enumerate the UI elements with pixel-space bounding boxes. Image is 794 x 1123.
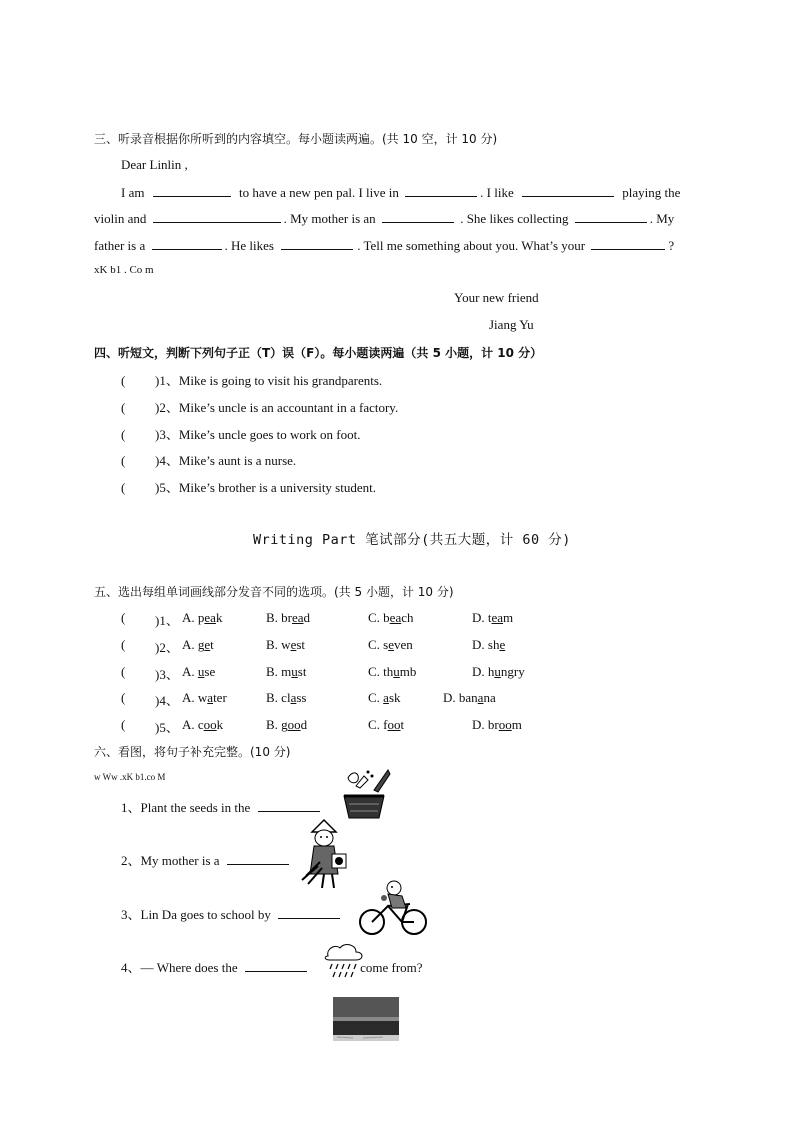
option-c: C. foot xyxy=(368,717,405,732)
option-c: C. seven xyxy=(368,637,413,652)
underlined-letters: u xyxy=(494,664,501,679)
blank-s6-2[interactable] xyxy=(227,852,289,865)
question-number: )2、 xyxy=(155,640,179,655)
underlined-letters: e xyxy=(290,637,297,652)
letter-signature: Jiang Yu xyxy=(489,317,534,332)
question-number: )4、 xyxy=(155,693,179,708)
underlined-letters: a xyxy=(383,690,389,705)
tf-item: ( )1、Mike is going to visit his grandparents. xyxy=(121,373,383,388)
answer-paren[interactable]: ( xyxy=(121,717,126,732)
blank-s6-4[interactable] xyxy=(245,959,307,972)
blank-8[interactable] xyxy=(281,237,353,250)
letter-greeting: Dear Linlin , xyxy=(121,157,188,172)
watermark-text: xK b1 . Co m xyxy=(94,264,154,276)
section5-heading: 五、选出每组单词画线部分发音不同的选项。(共 5 小题，计 10 分) xyxy=(94,585,454,599)
blank-s6-3[interactable] xyxy=(278,906,340,919)
picture-sentence-1: 1、Plant the seeds in the xyxy=(121,797,320,816)
underlined-letters: a xyxy=(207,690,214,705)
tf-item: ( )4、Mike’s aunt is a nurse. xyxy=(121,453,297,468)
option-a: A. water xyxy=(182,690,227,705)
bicycle-rider-illustration xyxy=(358,878,430,938)
answer-paren[interactable]: ( xyxy=(121,637,126,652)
underlined-letters: ea xyxy=(389,610,402,625)
blank-2[interactable] xyxy=(405,184,477,197)
option-a: A. get xyxy=(182,637,214,652)
option-b: B. must xyxy=(266,664,307,679)
option-a: A. cook xyxy=(182,717,224,732)
underlined-letters: e xyxy=(499,637,506,652)
writing-part-title: Writing Part 笔试部分(共五大题，计 60 分) xyxy=(253,532,571,548)
option-c: C. beach xyxy=(368,610,414,625)
option-c: C. ask xyxy=(368,690,401,705)
underlined-letters: u xyxy=(291,664,298,679)
section4-heading: 四、听短文，判断下列句子正（T）误（F）。每小题读两遍（共 5 小题，计 10 分） xyxy=(94,346,543,360)
blank-7[interactable] xyxy=(152,237,222,250)
letter-line-1: I am to have a new pen pal. I live in . I like playing the xyxy=(121,185,681,200)
option-c: C. thumb xyxy=(368,664,417,679)
underlined-letters: a xyxy=(290,690,297,705)
letter-line-2: violin and . My mother is an . She likes collecting . My xyxy=(94,211,675,226)
tf-item: ( )5、Mike’s brother is a university student. xyxy=(121,480,376,495)
answer-paren[interactable]: ( xyxy=(121,610,126,625)
blank-5[interactable] xyxy=(382,210,454,223)
option-d: D. banana xyxy=(443,690,496,705)
rain-cloud-illustration xyxy=(322,942,366,982)
option-d: D. she xyxy=(472,637,506,652)
option-b: B. class xyxy=(266,690,307,705)
underlined-letters: oo xyxy=(287,717,301,732)
letter-closing: Your new friend xyxy=(454,290,539,305)
picture-sentence-2: 2、My mother is a xyxy=(121,850,289,869)
section3-heading: 三、听录音根据你所听到的内容填空。每小题读两遍。(共 10 空，计 10 分) xyxy=(94,132,498,146)
underlined-letters: e xyxy=(204,637,211,652)
option-a: A. use xyxy=(182,664,216,679)
underlined-letters: a xyxy=(477,690,484,705)
answer-paren[interactable]: ( xyxy=(121,664,126,679)
underlined-letters: ea xyxy=(491,610,504,625)
blank-4[interactable] xyxy=(153,210,281,223)
question-number: )5、 xyxy=(155,720,179,735)
farmer-woman-illustration xyxy=(298,818,360,890)
underlined-letters: ea xyxy=(204,610,216,625)
blank-9[interactable] xyxy=(591,237,665,250)
option-d: D. broom xyxy=(472,717,522,732)
tf-item: ( )3、Mike’s uncle goes to work on foot. xyxy=(121,427,361,442)
question-number: )1、 xyxy=(155,613,179,628)
underlined-letters: e xyxy=(388,637,395,652)
option-b: B. bread xyxy=(266,610,311,625)
blank-1[interactable] xyxy=(153,184,231,197)
answer-paren[interactable]: ( xyxy=(121,690,126,705)
underlined-letters: oo xyxy=(387,717,401,732)
watermark-text-2: w Ww .xK b1.co M xyxy=(94,772,166,782)
picture-sentence-3: 3、Lin Da goes to school by xyxy=(121,904,340,923)
option-d: D. hungry xyxy=(472,664,525,679)
blank-3[interactable] xyxy=(522,184,614,197)
underlined-letters: u xyxy=(197,664,205,679)
underlined-letters: oo xyxy=(498,717,512,732)
option-d: D. team xyxy=(472,610,514,625)
underlined-letters: oo xyxy=(203,717,217,732)
option-b: B. west xyxy=(266,637,306,652)
option-b: B. good xyxy=(266,717,308,732)
blank-s6-1[interactable] xyxy=(258,799,320,812)
letter-line-3: father is a . He likes . Tell me something about you. What’s your ? xyxy=(94,238,675,253)
picture-sentence-4: 4、— Where does the come from? xyxy=(121,960,423,975)
underlined-letters: ea xyxy=(292,610,304,625)
flower-pot-illustration xyxy=(334,766,394,822)
sea-landscape-illustration xyxy=(333,997,399,1041)
tf-item: ( )2、Mike’s uncle is an accountant in a factory. xyxy=(121,400,399,415)
underlined-letters: u xyxy=(393,664,400,679)
section6-heading: 六、看图，将句子补充完整。(10 分) xyxy=(94,745,291,759)
blank-6[interactable] xyxy=(575,210,647,223)
option-a: A. peak xyxy=(182,610,223,625)
question-number: )3、 xyxy=(155,667,179,682)
